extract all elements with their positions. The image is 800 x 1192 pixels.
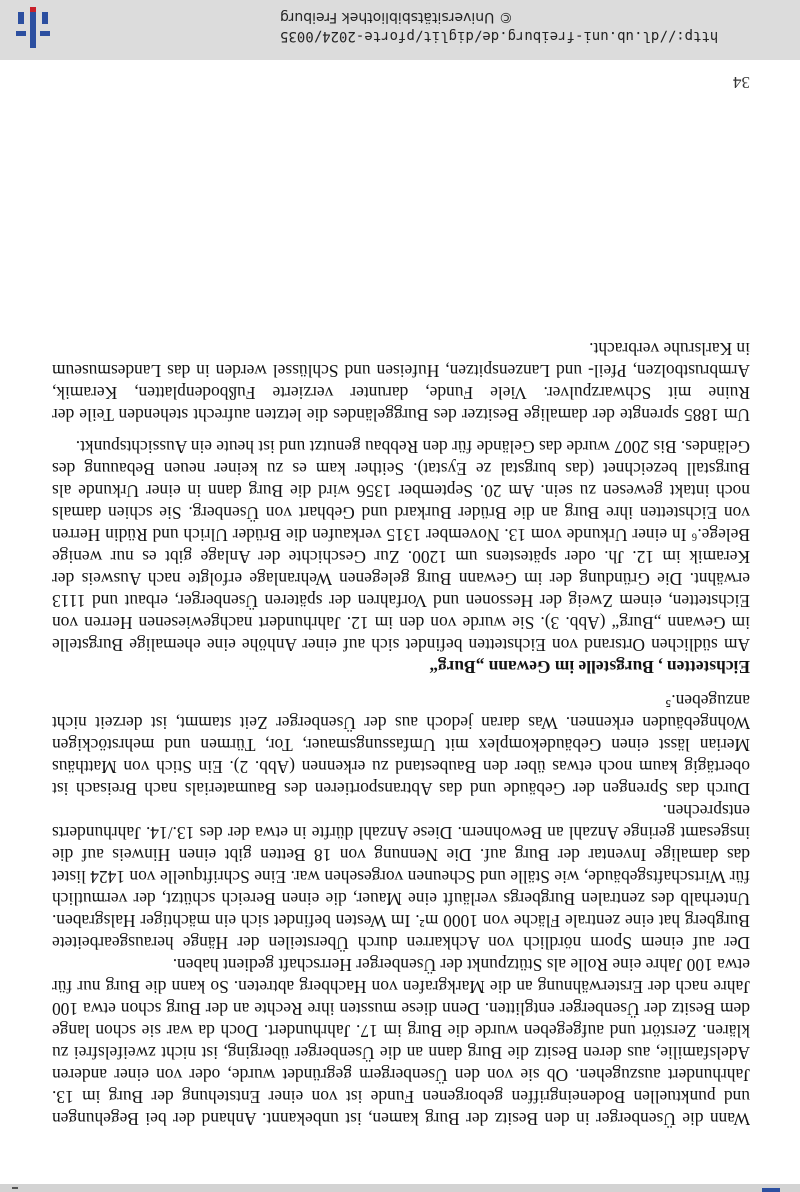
paragraph: Um 1885 sprengte der damalige Besitzer des Burggeländes die letzten aufrecht stehenden Teile der Ruine mit Schwarzpulver. Viele Funde, darunter verzierte Fußbodenplatten, Keramik, Armbrustbolzen, Pfeil- und Lanzenspitzen, Hufeisen und Schlüssel werden in das Landesmuseum in Karlsruhe verbracht.: [52, 339, 750, 425]
page-number: 34: [733, 73, 750, 92]
footer-copyright: © Universitätsbibliothek Freiburg: [280, 9, 513, 25]
paragraph: Am südlichen Ortsrand von Eichstetten befindet sich auf einer Anhöhe eine ehemalige Burgstelle im Gewann „Burg“ (Abb. 3). Sie wurde von den im 12. Jahrhundert nachgewiesenen Herren von Eichstetten, einem Zweig der Hessonen und Vorfahren der späteren Üsenberger, erbaut und 1113 erwähnt. Die Gründung der im Gewann Burg gelegenen Wehranlage erfolgte nach Ausweis der Keramik im 12. Jh. oder spätestens um 1200. Zur Geschichte der Anlage gibt es nur wenige Belege.⁶ In einer Urkunde vom 13. November 1315 verkaufen die Brüder Ulrich und Rüdin Herren von Eichstetten ihre Burg an die Brüder Burkard und Gebhart von Üsenberg. Sie schien damals noch intakt gewesen zu sein. Am 20. September 1356 wird die Burg dann in einer Urkunde als Burgstall bezeichnet (das burgstal ze Eystat). Seither kam es zu keiner neuen Bebauung des Geländes. Bis 2007 wurde das Gelände für den Rebbau genutzt und ist heute ein Aussichtspunkt.: [52, 437, 750, 655]
university-library-logo: [10, 4, 56, 52]
paragraph: Durch das Sprengen der Gebäude und das Abtransportieren des Baumaterials nach Breisach ist obertägig kaum noch etwas über den Baubestand zu erkennen (Abb. 2). Ein Stich von Matthäus Merian lässt einen Gebäudekomplex mit Umfassungsmauer, Tor, Türmen und mehrstöckigen Wohngebäuden erkennen. Was daran jedoch aus der Üsenberger Zeit stammt, ist derzeit nicht anzugeben.⁵: [52, 691, 750, 799]
document-body: [52, 338, 750, 1130]
viewer-footer: [0, 0, 800, 60]
section-heading: Eichstetten , Burgstelle im Gewann „Burg“: [429, 657, 750, 677]
paragraph: Wann die Üsenberger in den Besitz der Burg kamen, ist unbekannt. Anhand der bei Begehungen und punktuellen Bodeneingriffen geborgenen Funde ist von einer Entstehung der Burg im 13. Jahrhundert auszugehen. Ob sie von den Üsenbergern gegründet wurde, oder von einer anderen Adelsfamilie, aus deren Besitz die Burg dann an die Üsenberger überging, ist nicht zweifelsfrei zu klären. Zerstört und aufgegeben wurde die Burg im 17. Jahrhundert. Doch da war sie schon lange dem Besitz der Üsenberger entglitten. Denn diese mussten ihre Rechte an der Burg schon etwa 100 Jahre nach der Ersterwähnung an die Markgrafen von Hachberg abtreten. So kann die Burg nur für etwa 100 Jahre eine Rolle als Stützpunkt der Üsenberger Herrschaft gedient haben.: [52, 955, 750, 1129]
footer-url-link[interactable]: http://dl.ub.uni-freiburg.de/diglit/pforte-2024/0035: [280, 28, 719, 44]
edge-marker: [12, 1187, 18, 1189]
paragraph: Der auf einem Sporn nördlich von Achkarren durch Übersteilen der Hänge herausgearbeitete Burgberg hat eine zentrale Fläche von 1000 m². Im Westen befindet sich ein mächtiger Halsgraben. Unterhalb des zentralen Burgbergs verläuft eine Mauer, die einen Bereich schützt, der vermutlich für Wirtschaftsgebäude, wie Ställe und Scheunen vorgesehen war. Eine Schriftquelle von 1424 listet das damalige Inventar der Burg auf. Die Nennung von 18 Betten gibt einen Hinweis auf die insgesamt geringe Anzahl an Bewohnern. Diese Anzahl dürfte in etwa der des 13./14. Jahrhunderts entsprechen.: [52, 801, 750, 953]
scroll-edge-bar: [0, 1184, 800, 1192]
edge-marker: [762, 1188, 780, 1192]
